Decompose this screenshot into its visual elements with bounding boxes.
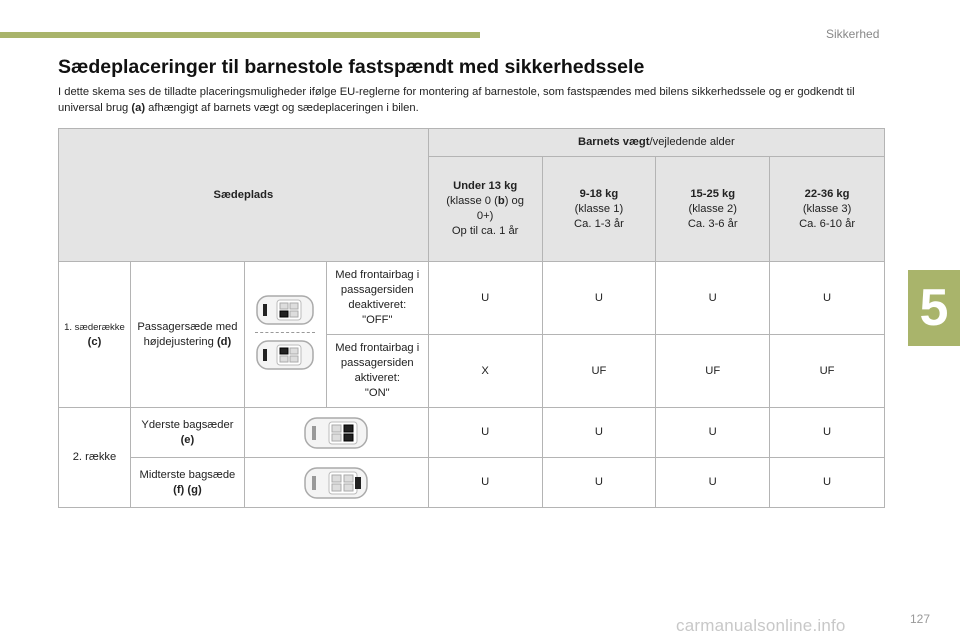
table-cell: U <box>770 458 885 508</box>
row-label-rear: 2. række <box>59 408 131 508</box>
column-class: (klasse 3) <box>802 202 852 215</box>
table-cell: U <box>656 458 770 508</box>
column-class: (klasse 1) <box>574 202 624 215</box>
airbag-on-text: Med frontairbag i passagersiden aktiveret: <box>335 342 420 384</box>
table-cell: U <box>656 262 770 335</box>
column-age: Ca. 3-6 år <box>687 217 738 230</box>
seat-header: Sædeplads <box>59 129 429 262</box>
column-weight: Under 13 kg <box>453 180 518 192</box>
column-weight: 9-18 kg <box>579 187 619 200</box>
car-front-seat-icon <box>255 290 315 330</box>
weight-header-bold: Barnets vægt <box>578 136 650 148</box>
rear-outer-note: (e) <box>180 433 195 446</box>
car-rear-outer-icon <box>303 412 369 454</box>
row-label-front-text: 1. sæderække <box>64 321 125 333</box>
table-cell: X <box>428 335 542 408</box>
table-cell: UF <box>656 335 770 408</box>
table-cell: U <box>428 408 542 458</box>
column-header <box>656 157 770 262</box>
rear-outer-description <box>130 408 244 458</box>
table-cell: U <box>770 262 885 335</box>
airbag-on-description <box>326 335 428 408</box>
column-header <box>770 157 885 262</box>
header-accent-bar <box>0 32 480 38</box>
column-header <box>542 157 656 262</box>
chapter-tab <box>908 270 960 346</box>
table-cell: U <box>770 408 885 458</box>
intro-paragraph <box>58 84 888 116</box>
front-seat-text: Passagersæde med højdejustering <box>137 320 238 348</box>
table-cell: UF <box>542 335 656 408</box>
table-cell: U <box>542 458 656 508</box>
row-label-front-note: (c) <box>87 335 102 348</box>
rear-middle-line <box>133 468 242 498</box>
intro-text-2: afhængigt af barnets vægt og sædeplaceringen i bilen. <box>145 102 419 114</box>
rear-outer-pictogram <box>244 408 428 458</box>
rear-middle-note: (f) (g) <box>173 483 202 496</box>
page-number: 127 <box>909 612 930 626</box>
rear-middle-pictogram <box>244 458 428 508</box>
table-cell: U <box>656 408 770 458</box>
weight-header <box>428 129 884 157</box>
watermark[interactable]: carmanualsonline.info <box>676 616 846 635</box>
table-cell: U <box>542 262 656 335</box>
table-cell: U <box>542 408 656 458</box>
rear-middle-description <box>130 458 244 508</box>
column-header <box>428 157 542 262</box>
front-seat-description <box>130 262 244 408</box>
rear-outer-text: Yderste bagsæder <box>141 418 234 431</box>
front-seat-note: (d) <box>216 335 232 348</box>
intro-note: (a) <box>131 102 146 114</box>
weight-header-rest: /vejledende alder <box>649 136 735 148</box>
car-rear-middle-icon <box>303 462 369 504</box>
front-seat-pictogram <box>244 262 326 408</box>
table-cell: UF <box>770 335 885 408</box>
seat-table <box>58 128 885 508</box>
table-cell: U <box>428 262 542 335</box>
page-title: Sædeplaceringer til barnestole fastspændt med sikkerhedssele <box>58 56 645 78</box>
airbag-off-value: "OFF" <box>362 314 393 326</box>
column-class-note: b <box>497 195 505 207</box>
column-class-cont: 0+) <box>476 210 494 222</box>
column-weight: 15-25 kg <box>690 187 736 200</box>
car-front-seat-on-icon <box>255 335 315 375</box>
table-cell: U <box>428 458 542 508</box>
column-class: (klasse 2) <box>688 202 737 215</box>
column-age: Ca. 1-3 år <box>574 217 624 230</box>
chapter-number: 5 <box>919 279 949 337</box>
column-class-text: (klasse 0 ( <box>446 195 498 207</box>
rear-middle-text: Midterste bagsæde <box>139 468 236 481</box>
column-class-text-2: ) og <box>504 195 524 207</box>
airbag-off-description <box>326 262 428 335</box>
column-age: Ca. 6-10 år <box>799 217 856 230</box>
column-class <box>431 194 540 209</box>
section-label: Sikkerhed <box>826 27 880 41</box>
column-age: Op til ca. 1 år <box>451 225 519 237</box>
intro-text-1: I dette skema ses de tilladte placeringsmuligheder ifølge EU-reglerne for montering af barnestole, som fastspændes med bilens sikkerhedssele og er godkendt til universal brug <box>58 86 855 114</box>
column-weight: 22-36 kg <box>804 187 850 200</box>
airbag-on-value: "ON" <box>364 387 390 399</box>
airbag-off-text: Med frontairbag i passagersiden deaktiveret: <box>335 269 420 311</box>
row-label-front <box>59 262 131 408</box>
